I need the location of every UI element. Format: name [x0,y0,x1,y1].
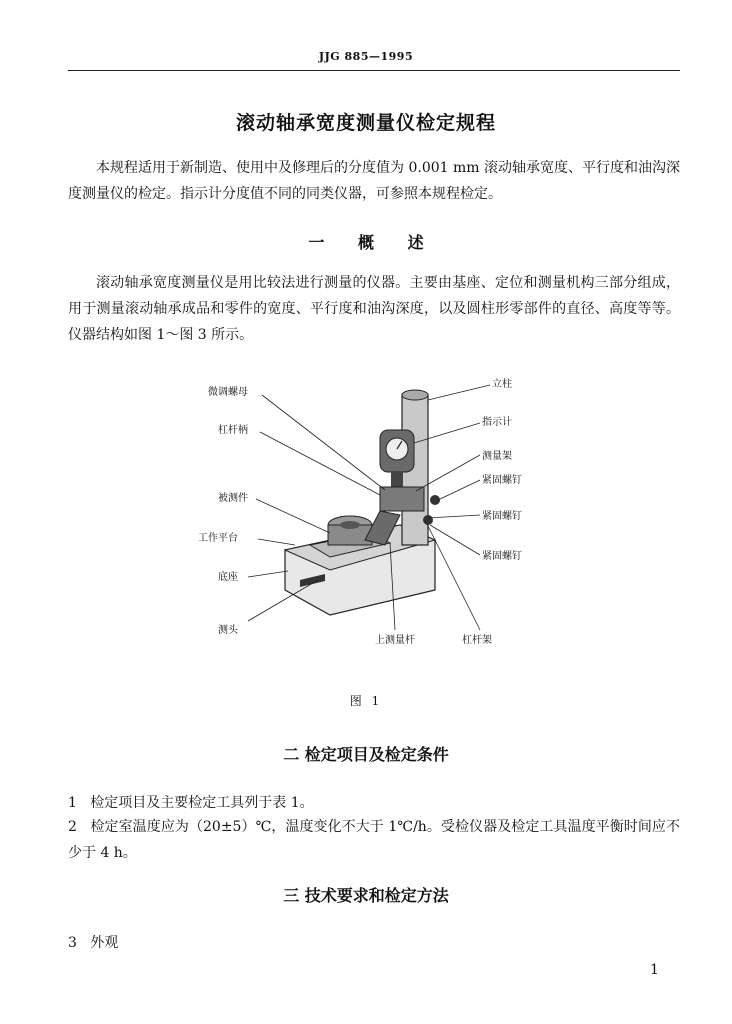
label-clamp-screw-1: 紧固螺钉 [482,475,522,486]
intro-paragraph: 本规程适用于新制造、使用中及修理后的分度值为 0.001 mm 滚动轴承宽度、平行度和油沟深度测量仪的检定。指示计分度值不同的同类仪器，可参照本规程检定。 [68,160,680,202]
label-lever-handle: 杠杆柄 [218,425,248,436]
header-rule [68,70,680,71]
label-fine-nut: 微调螺母 [208,387,248,398]
label-work-platform: 工作平台 [198,533,238,544]
item-text: 检定室温度应为（20±5）℃，温度变化不大于 1℃/h。受检仪器及检定工具温度平衡时间应不少于 4 h。 [68,819,680,861]
item-number: 3 [68,935,77,951]
label-base: 底座 [218,572,238,583]
label-column: 立柱 [492,379,512,390]
label-indicator: 指示计 [482,417,512,428]
list-item [68,930,680,956]
item-text: 检定项目及主要检定工具列于表 1。 [90,795,314,811]
label-clamp-screw-3: 紧固螺钉 [482,551,522,562]
label-lever-frame: 杠杆架 [462,635,492,646]
overview-paragraph: 滚动轴承宽度测量仪是用比较法进行测量的仪器。主要由基座、定位和测量机构三部分组成，用于测量滚动轴承成品和零件的宽度、平行度和油沟深度，以及圆柱形零部件的直径、高度等等。仪器结构如图 1～图 3 所示。 [68,275,680,343]
standard-code-header: JJG 885—1995 [318,50,414,63]
section-3-heading: 三 技术要求和检定方法 [283,886,449,905]
label-measured-part: 被测件 [218,493,248,504]
page-number: 1 [650,962,659,978]
item-number: 2 [68,819,77,835]
label-measuring-frame: 测量架 [482,451,512,462]
label-clamp-screw-2: 紧固螺钉 [482,511,522,522]
section-2-heading: 二 检定项目及检定条件 [283,745,449,764]
label-probe: 测头 [218,625,238,636]
instrument-figure [190,375,540,650]
list-item [68,814,680,866]
item-number: 1 [68,795,77,811]
figure-caption: 图 1 [349,694,383,708]
document-title: 滚动轴承宽度测量仪检定规程 [235,112,496,134]
section-1-heading: 一 概 述 [308,233,424,252]
label-upper-measuring-rod: 上测量杆 [375,635,415,646]
list-item [68,790,680,816]
item-text: 外观 [90,935,119,951]
